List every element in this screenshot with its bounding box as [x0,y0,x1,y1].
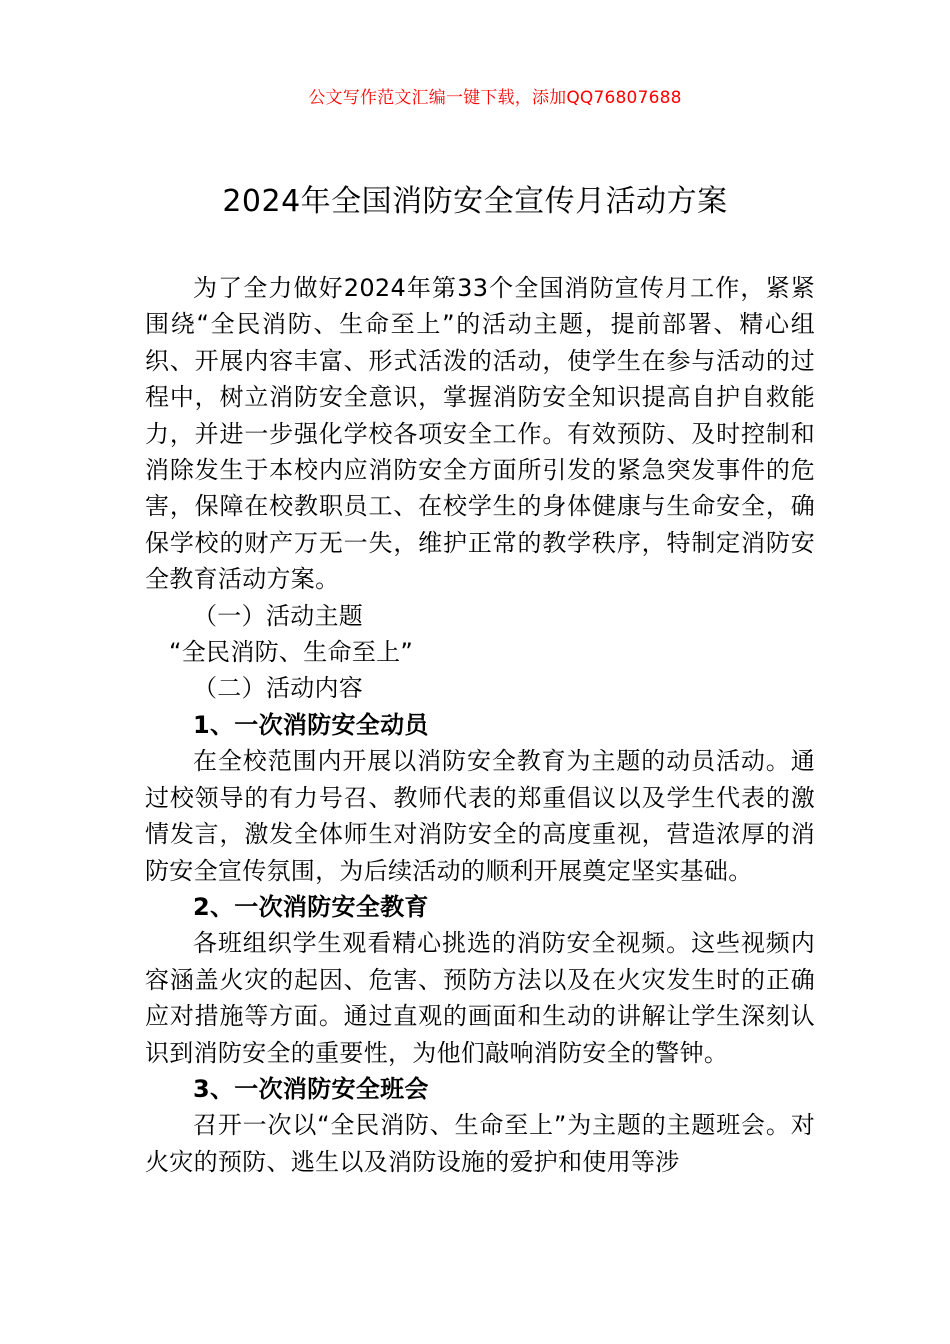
item-heading-class-meeting: 3、一次消防安全班会 [193,1074,429,1103]
item-text-mobilization: 在全校范围内开展以消防安全教育为主题的动员活动。通过校领导的有力号召、教师代表的郑重倡议以及学生代表的激情发言，激发全体师生对消防安全的高度重视，营造浓厚的消防安全宣传氛围，为后续活动的顺利开展奠定坚实基础。 [145,747,815,885]
intro-paragraph: 为了全力做好2024年第33个全国消防宣传月工作，紧紧围绕“全民消防、生命至上”的活动主题，提前部署、精心组织、开展内容丰富、形式活泼的活动，使学生在参与活动的过程中，树立消防安全意识，掌握消防安全知识提高自护自救能力，并进一步强化学校各项安全工作。有效预防、及时控制和消除发生于本校内应消防安全方面所引发的紧急突发事件的危害，保障在校教职员工、在校学生的身体健康与生命安全，确保学校的财产万无一失，维护正常的教学秩序，特制定消防安全教育活动方案。 [145,274,815,594]
section-heading-content: （二）活动内容 [193,674,364,703]
theme-slogan: “全民消防、生命至上” [169,638,414,667]
item-text-class-meeting: 召开一次以“全民消防、生命至上”为主题的主题班会。对火灾的预防、逃生以及消防设施的爱护和使用等涉 [145,1111,815,1176]
item-heading-mobilization: 1、一次消防安全动员 [193,710,429,739]
download-note: 公文写作范文汇编一键下载，添加QQ76807688 [308,88,682,108]
document-body [145,270,815,1180]
document-title: 2024年全国消防安全宣传月活动方案 [222,184,728,219]
section-heading-theme: （一）活动主题 [193,601,364,630]
item-text-education: 各班组织学生观看精心挑选的消防安全视频。这些视频内容涵盖火灾的起因、危害、预防方法以及在火灾发生时的正确应对措施等方面。通过直观的画面和生动的讲解让学生深刻认识到消防安全的重要性，为他们敲响消防安全的警钟。 [145,929,815,1067]
item-heading-education: 2、一次消防安全教育 [193,892,429,921]
